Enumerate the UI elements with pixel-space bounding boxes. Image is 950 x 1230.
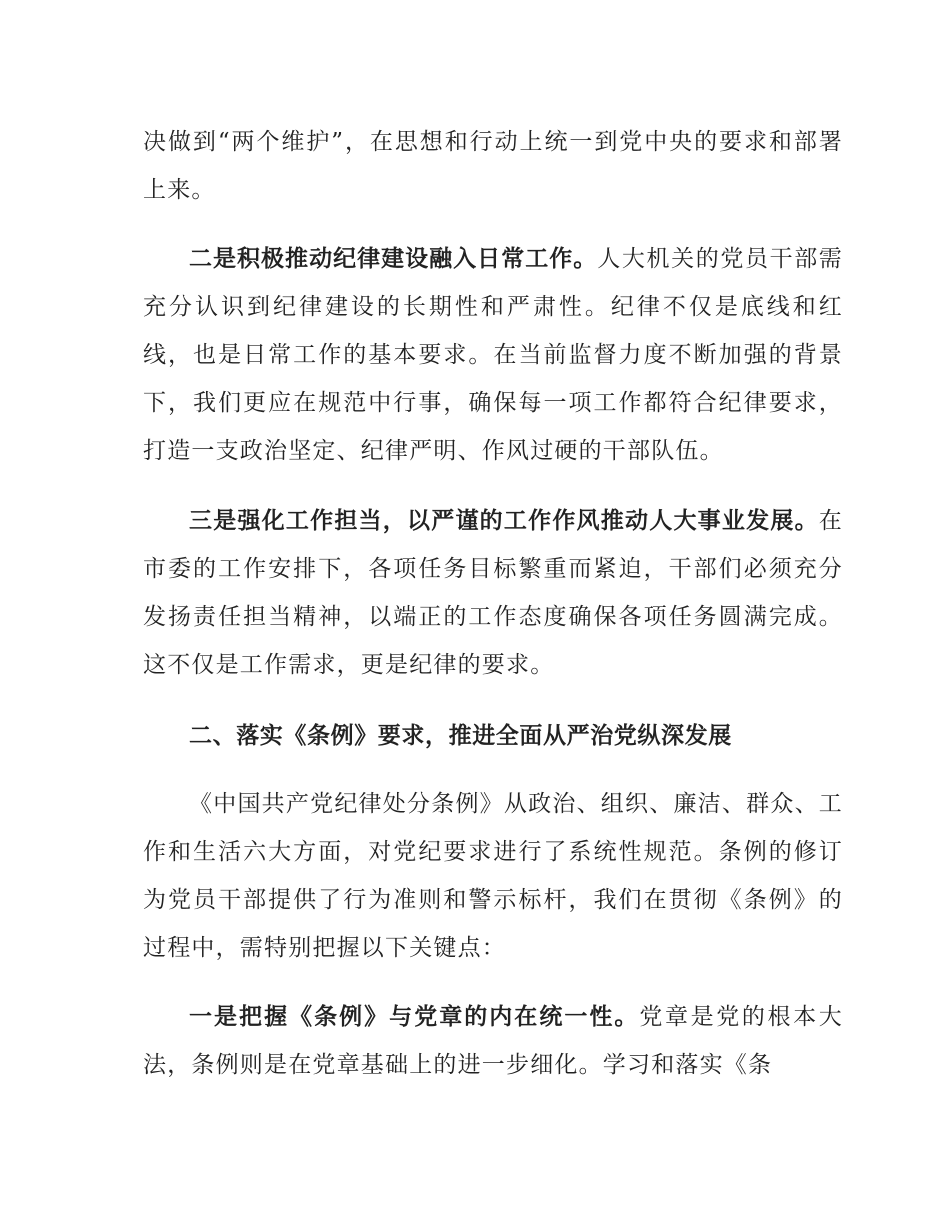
paragraph-work-responsibility bbox=[143, 497, 843, 689]
paragraph-text: 党章是党的根本大法，条例则是在党章基础上的进一步细化。学习和落实《条 bbox=[143, 1004, 843, 1078]
paragraph-lead: 二是积极推动纪律建设融入日常工作。 bbox=[189, 246, 598, 272]
paragraph-lead: 三是强化工作担当，以严谨的工作作风推动人大事业发展。 bbox=[189, 508, 819, 534]
paragraph-lead: 一是把握《条例》与党章的内在统一性。 bbox=[189, 1004, 640, 1030]
paragraph-text: 在市委的工作安排下，各项任务目标繁重而紧迫，干部们必须充分发扬责任担当精神，以端正的工作态度确保各项任务圆满完成。这不仅是工作需求，更是纪律的要求。 bbox=[143, 508, 843, 678]
paragraph-party-constitution bbox=[143, 993, 843, 1089]
paragraph-text: 《中国共产党纪律处分条例》从政治、组织、廉洁、群众、工作和生活六大方面，对党纪要求进行了系统性规范。条例的修订为党员干部提供了行为准则和警示标杆，我们在贯彻《条例》的过程中，需特别把握以下关键点： bbox=[143, 791, 843, 961]
paragraph-continuation bbox=[143, 118, 843, 214]
section-heading: 二、落实《条例》要求，推进全面从严治党纵深发展 bbox=[189, 723, 732, 749]
paragraph-discipline-daily-work bbox=[143, 235, 843, 475]
paragraph-text: 人大机关的党员干部需充分认识到纪律建设的长期性和严肃性。纪律不仅是底线和红线，也是日常工作的基本要求。在当前监督力度不断加强的背景下，我们更应在规范中行事，确保每一项工作都符合纪律要求，打造一支政治坚定、纪律严明、作风过硬的干部队伍。 bbox=[143, 246, 844, 464]
paragraph-text: 决做到“两个维护”，在思想和行动上统一到党中央的要求和部署上来。 bbox=[143, 129, 843, 203]
paragraph-regulations-intro bbox=[143, 780, 843, 972]
